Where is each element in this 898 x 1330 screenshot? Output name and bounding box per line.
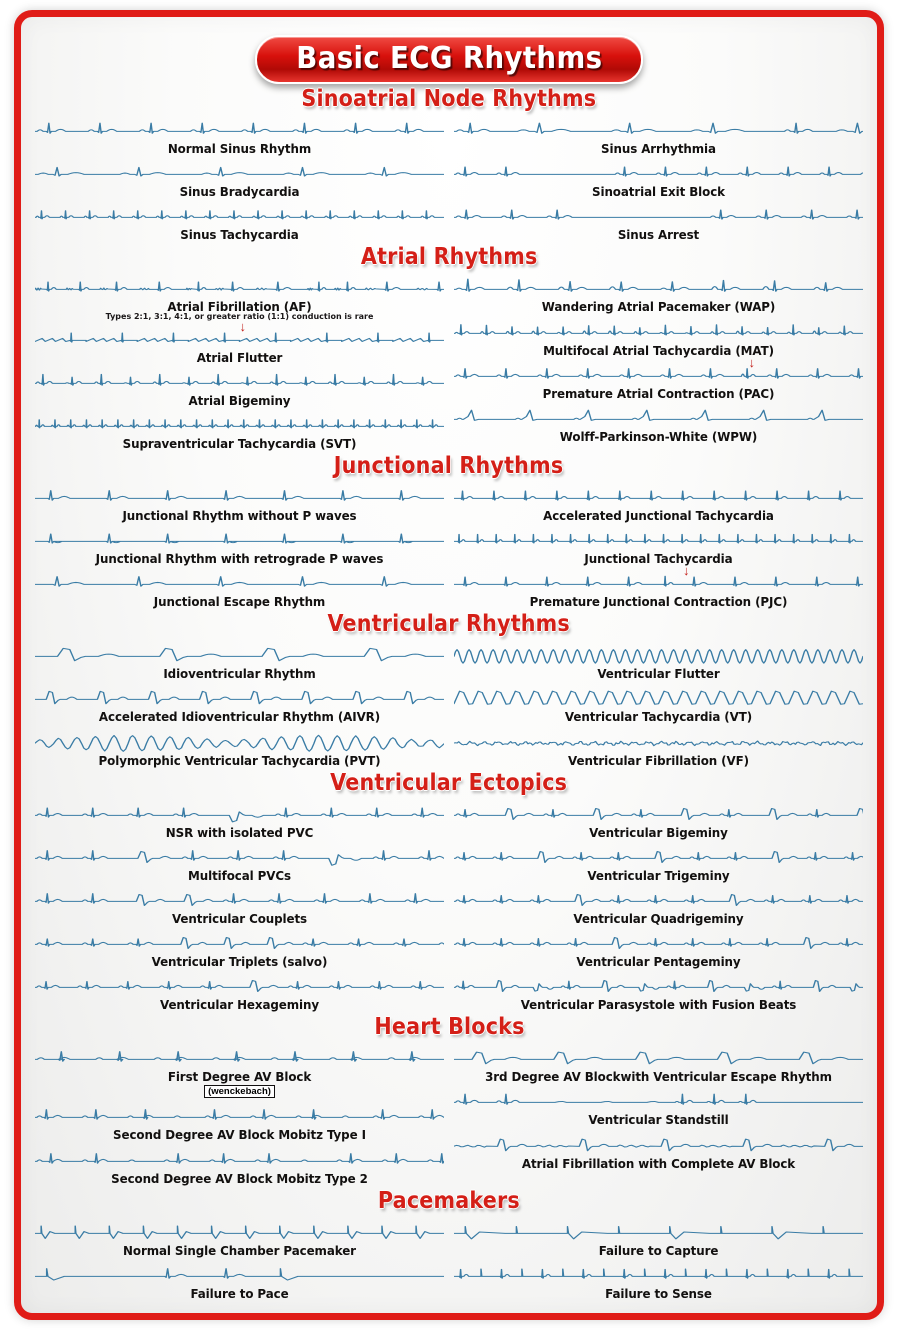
rhythm-label: Sinoatrial Exit Block xyxy=(592,184,725,200)
rhythm-strip xyxy=(454,199,863,241)
rhythm-label: Junctional Rhythm with retrograde P waves xyxy=(95,551,384,566)
rhythm-strip xyxy=(35,1215,444,1257)
rhythm-label: Supraventricular Tachycardia (SVT) xyxy=(122,435,357,451)
rhythm-strip xyxy=(454,1128,863,1170)
rhythm-strip xyxy=(454,840,863,882)
section-heading-text: Ventricular Rhythms xyxy=(327,611,571,638)
ecg-trace xyxy=(35,840,444,869)
rhythm-label: Atrial Flutter xyxy=(196,349,283,365)
rhythm-strip xyxy=(454,315,863,357)
ecg-trace xyxy=(35,113,444,142)
rhythm-strip xyxy=(35,1258,444,1300)
ecg-trace xyxy=(35,523,444,552)
ecg-trace xyxy=(454,638,863,667)
ecg-trace xyxy=(35,566,444,595)
rhythm-strip xyxy=(35,523,444,565)
rhythm-sublabel: Types 2:1, 3:1, 4:1, or greater ratio (1:1) conduction is rare xyxy=(105,311,374,321)
column-left xyxy=(35,480,444,609)
ecg-trace xyxy=(454,883,863,912)
ecg-trace xyxy=(454,113,863,142)
rhythm-label: Ventricular Triplets (salvo) xyxy=(151,954,328,969)
rhythm-strip xyxy=(35,1143,444,1185)
section-columns xyxy=(35,271,863,451)
rhythm-label: Premature Junctional Contraction (PJC) xyxy=(529,594,788,610)
ecg-trace xyxy=(35,926,444,955)
column-right xyxy=(454,271,863,451)
column-left xyxy=(35,638,444,767)
section-heading xyxy=(35,613,863,636)
rhythm-label: Ventricular Parasystole with Fusion Beats xyxy=(520,997,797,1013)
ecg-trace xyxy=(454,354,863,387)
section-columns xyxy=(35,1041,863,1185)
rhythm-label: Premature Atrial Contraction (PAC) xyxy=(542,385,775,401)
wenckebach-note: (wenckebach) xyxy=(204,1085,275,1098)
marker-arrow-icon: ↓ xyxy=(239,318,246,334)
ecg-trace xyxy=(454,1215,863,1244)
rhythm-label: Ventricular Standstill xyxy=(588,1112,729,1128)
page-title: Basic ECG Rhythms xyxy=(295,41,603,76)
section-heading-text: Ventricular Ectopics xyxy=(330,769,568,796)
section-columns xyxy=(35,113,863,242)
section-heading-text: Atrial Rhythms xyxy=(360,244,538,271)
rhythm-label: Multifocal Atrial Tachycardia (MAT) xyxy=(543,342,774,358)
ecg-trace xyxy=(454,315,863,344)
rhythm-strip xyxy=(35,638,444,680)
rhythm-label: Multifocal PVCs xyxy=(188,867,291,883)
rhythm-label: Sinus Arrhythmia xyxy=(601,141,716,156)
ecg-trace xyxy=(454,725,863,754)
section-columns xyxy=(35,480,863,609)
section-heading xyxy=(35,88,863,111)
ecg-trace xyxy=(454,797,863,826)
rhythm-label: Normal Sinus Rhythm xyxy=(167,141,312,156)
rhythm-label: Ventricular Quadrigeminy xyxy=(573,910,744,926)
ecg-trace xyxy=(454,563,863,595)
rhythm-label: Accelerated Idioventricular Rhythm (AIVR) xyxy=(98,709,381,725)
section-columns xyxy=(35,1215,863,1301)
rhythm-strip xyxy=(454,354,863,401)
section-heading-text: Heart Blocks xyxy=(373,1014,525,1041)
ecg-trace xyxy=(454,480,863,509)
rhythm-strip xyxy=(35,1041,444,1083)
rhythm-label: Junctional Escape Rhythm xyxy=(153,594,326,610)
ecg-trace xyxy=(454,1258,863,1287)
ecg-trace xyxy=(454,969,863,998)
ecg-trace xyxy=(35,408,444,437)
rhythm-strip xyxy=(35,318,444,365)
ecg-trace xyxy=(35,725,444,754)
rhythm-strip xyxy=(454,797,863,839)
column-right xyxy=(454,113,863,242)
section-columns xyxy=(35,797,863,1013)
section-heading xyxy=(35,1187,863,1214)
poster-frame xyxy=(14,10,884,1320)
column-right xyxy=(454,797,863,1013)
ecg-trace xyxy=(454,523,863,552)
ecg-trace xyxy=(454,199,863,228)
rhythm-label: Polymorphic Ventricular Tachycardia (PVT) xyxy=(98,752,381,768)
rhythm-strip xyxy=(35,156,444,198)
marker-arrow-icon: ↓ xyxy=(683,563,690,579)
rhythm-label: Failure to Capture xyxy=(598,1242,719,1258)
column-left xyxy=(35,1041,444,1185)
ecg-trace xyxy=(35,480,444,509)
ecg-trace xyxy=(454,926,863,955)
rhythm-label: Ventricular Hexageminy xyxy=(159,997,319,1013)
rhythm-strip xyxy=(454,1258,863,1300)
section-heading xyxy=(35,1016,863,1039)
ecg-trace xyxy=(35,318,444,351)
rhythm-label: Ventricular Fibrillation (VF) xyxy=(568,752,749,768)
ecg-trace xyxy=(454,156,863,185)
section-columns xyxy=(35,638,863,767)
ecg-trace xyxy=(454,681,863,710)
rhythm-strip xyxy=(454,1215,863,1257)
rhythm-strip xyxy=(35,408,444,450)
rhythm-strip xyxy=(454,681,863,723)
ecg-trace xyxy=(35,797,444,826)
rhythm-strip xyxy=(454,480,863,522)
rhythm-strip xyxy=(35,1081,444,1141)
rhythm-strip xyxy=(35,840,444,882)
title-pill xyxy=(255,35,644,84)
section-heading xyxy=(35,246,863,269)
rhythm-strip xyxy=(35,883,444,925)
ecg-trace xyxy=(35,883,444,912)
rhythm-strip xyxy=(454,1041,863,1083)
ecg-trace xyxy=(454,1128,863,1157)
rhythm-strip xyxy=(35,566,444,608)
ecg-trace xyxy=(454,1041,863,1070)
rhythm-label: Accelerated Junctional Tachycardia xyxy=(543,507,774,523)
sections-container xyxy=(35,88,863,1301)
rhythm-strip xyxy=(35,365,444,407)
rhythm-label: Sinus Arrest xyxy=(617,227,700,243)
poster-title-banner xyxy=(35,35,863,84)
rhythm-strip xyxy=(454,725,863,767)
rhythm-strip xyxy=(35,199,444,241)
rhythm-label: Junctional Tachycardia xyxy=(584,551,733,566)
rhythm-strip xyxy=(35,969,444,1011)
rhythm-strip xyxy=(35,725,444,767)
rhythm-label: Atrial Bigeminy xyxy=(188,392,291,408)
rhythm-strip xyxy=(454,883,863,925)
section-heading xyxy=(35,769,863,796)
rhythm-strip xyxy=(454,523,863,565)
rhythm-strip xyxy=(35,271,444,320)
rhythm-strip xyxy=(454,401,863,443)
rhythm-strip xyxy=(454,969,863,1011)
rhythm-label: Failure to Sense xyxy=(605,1285,712,1301)
column-left xyxy=(35,1215,444,1301)
ecg-trace xyxy=(35,271,444,300)
rhythm-label: Junctional Rhythm without P waves xyxy=(122,507,357,523)
ecg-trace xyxy=(454,401,863,430)
ecg-trace xyxy=(35,156,444,185)
rhythm-strip xyxy=(35,681,444,723)
ecg-trace xyxy=(35,969,444,998)
rhythm-strip xyxy=(35,113,444,155)
ecg-trace xyxy=(35,1041,444,1070)
rhythm-label: Ventricular Bigeminy xyxy=(589,824,728,840)
rhythm-label: Failure to Pace xyxy=(190,1285,289,1301)
rhythm-label: Wandering Atrial Pacemaker (WAP) xyxy=(541,299,776,315)
rhythm-label: First Degree AV Block xyxy=(167,1069,312,1085)
column-right xyxy=(454,638,863,767)
rhythm-strip xyxy=(454,1084,863,1126)
column-left xyxy=(35,113,444,242)
rhythm-label: Wolff-Parkinson-White (WPW) xyxy=(559,428,758,444)
wenckebach-note-wrap xyxy=(35,1081,444,1099)
rhythm-strip xyxy=(454,926,863,968)
ecg-trace xyxy=(454,840,863,869)
rhythm-label: Second Degree AV Block Mobitz Type 2 xyxy=(111,1170,368,1186)
rhythm-label: Sinus Tachycardia xyxy=(180,227,299,243)
ecg-trace xyxy=(35,365,444,394)
rhythm-strip xyxy=(454,638,863,680)
marker-arrow-icon: ↓ xyxy=(748,354,755,370)
rhythm-label: Ventricular Flutter xyxy=(597,666,720,682)
rhythm-strip xyxy=(35,926,444,968)
column-left xyxy=(35,271,444,451)
rhythm-strip xyxy=(454,113,863,155)
ecg-trace xyxy=(35,681,444,710)
rhythm-label: Ventricular Trigeminy xyxy=(587,867,730,883)
section-heading xyxy=(35,452,863,479)
rhythm-label: Atrial Fibrillation with Complete AV Block xyxy=(521,1155,796,1171)
ecg-trace xyxy=(35,1215,444,1244)
rhythm-label: Ventricular Pentageminy xyxy=(576,954,741,969)
ecg-trace xyxy=(35,638,444,667)
rhythm-strip xyxy=(454,563,863,610)
ecg-trace xyxy=(35,1258,444,1287)
column-right xyxy=(454,480,863,609)
section-heading-text: Pacemakers xyxy=(377,1187,521,1214)
rhythm-label: Ventricular Couplets xyxy=(171,910,308,926)
poster-content xyxy=(21,17,877,1313)
rhythm-label: 3rd Degree AV Blockwith Ventricular Escape Rhythm xyxy=(485,1069,832,1085)
ecg-trace xyxy=(454,1084,863,1113)
column-right xyxy=(454,1215,863,1301)
ecg-trace xyxy=(454,271,863,300)
section-heading-text: Sinoatrial Node Rhythms xyxy=(301,86,597,112)
rhythm-strip xyxy=(454,271,863,313)
ecg-trace xyxy=(35,199,444,228)
rhythm-label: NSR with isolated PVC xyxy=(165,824,314,840)
rhythm-label: Normal Single Chamber Pacemaker xyxy=(123,1242,356,1258)
column-right xyxy=(454,1041,863,1185)
rhythm-label: Second Degree AV Block Mobitz Type I xyxy=(113,1127,366,1143)
rhythm-strip xyxy=(454,156,863,198)
rhythm-strip xyxy=(35,797,444,839)
rhythm-label: Sinus Bradycardia xyxy=(179,184,300,200)
section-heading-text: Junctional Rhythms xyxy=(334,452,564,479)
ecg-trace xyxy=(35,1099,444,1128)
rhythm-label: Ventricular Tachycardia (VT) xyxy=(564,709,753,725)
rhythm-label: Idioventricular Rhythm xyxy=(163,666,316,682)
ecg-trace xyxy=(35,1143,444,1172)
rhythm-strip xyxy=(35,480,444,522)
column-left xyxy=(35,797,444,1013)
rhythm-label: Atrial Fibrillation (AF) xyxy=(167,299,312,315)
